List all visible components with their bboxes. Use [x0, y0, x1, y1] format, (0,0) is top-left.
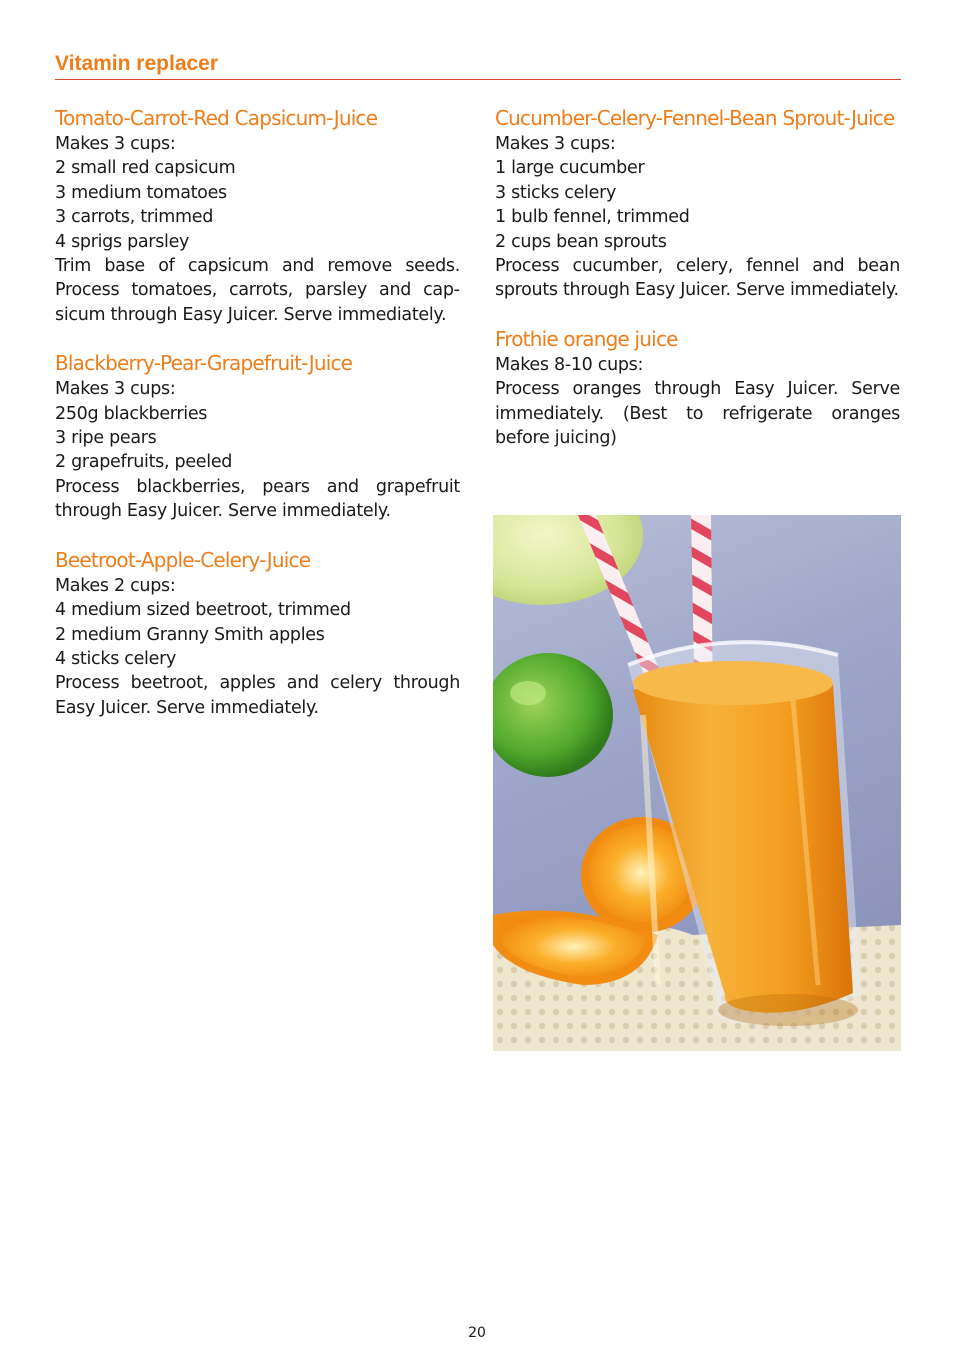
left-column	[55, 104, 460, 742]
recipe-yield: Makes 3 cups:	[55, 379, 176, 400]
recipe-blackberry-pear-grapefruit	[55, 349, 460, 523]
recipe-title: Tomato-Carrot-Red Capsicum-Juice	[55, 106, 378, 130]
ingredient-item: 4 sprigs parsley	[55, 231, 190, 252]
recipe-title: Blackberry-Pear-Grapefruit-Juice	[55, 351, 353, 376]
recipe-beetroot-apple-celery	[55, 546, 460, 720]
recipe-title: Beetroot-Apple-Celery-Juice	[55, 547, 311, 572]
recipe-title: Cucumber-Celery-Fennel-Bean Sprout-Juice	[495, 106, 895, 130]
recipe-title: Frothie orange juice	[495, 326, 678, 351]
ingredient-item: 3 ripe pears	[55, 428, 157, 449]
recipe-method: Process beetroot, apples and celery through Easy Juicer. Serve immediately.	[55, 673, 460, 718]
ingredient-item: 250g blackberries	[55, 403, 208, 424]
ingredient-item: 3 carrots, trimmed	[55, 207, 214, 228]
recipe-method: Process blackberries, pears and grapefruit through Easy Juicer. Serve immediately.	[55, 476, 460, 522]
recipe-yield: Makes 8-10 cups:	[495, 354, 644, 375]
page-title: Vitamin replacer	[55, 52, 219, 75]
recipe-yield: Makes 3 cups:	[495, 134, 616, 154]
recipe-method: Process cucumber, celery, fennel and bean sprouts through Easy Juicer. Serve immediately.	[495, 256, 900, 301]
recipe-yield: Makes 3 cups:	[55, 134, 176, 154]
ingredient-item: 2 grapefruits, peeled	[55, 452, 233, 473]
title-divider	[55, 79, 901, 80]
recipe-tomato-carrot-capsicum	[55, 104, 460, 327]
ingredient-item: 1 large cucumber	[495, 158, 645, 179]
recipe-method: Process oranges through Easy Juicer. Serve immediately. (Best to refrigerate oranges before juicing)	[495, 379, 900, 449]
right-column	[495, 104, 900, 472]
page-number: 20	[468, 1325, 486, 1341]
ingredient-item: 1 bulb fennel, trimmed	[495, 207, 690, 228]
recipe-method: Trim base of capsicum and remove seeds. Process tomatoes, carrots, parsley and capsicum through Easy Juicer. Serve immediately.	[55, 256, 460, 325]
recipe-frothie-orange	[495, 325, 900, 451]
ingredient-item: 2 cups bean sprouts	[495, 231, 667, 252]
ingredient-item: 3 sticks celery	[495, 182, 617, 203]
ingredient-item: 3 medium tomatoes	[55, 182, 227, 203]
recipe-cucumber-celery-fennel	[495, 104, 900, 303]
ingredient-item: 2 small red capsicum	[55, 158, 236, 179]
ingredient-item: 4 medium sized beetroot, trimmed	[55, 600, 351, 621]
orange-juice-photo	[493, 515, 901, 1051]
ingredient-item: 4 sticks celery	[55, 648, 177, 669]
recipe-yield: Makes 2 cups:	[55, 575, 176, 596]
ingredient-item: 2 medium Granny Smith apples	[55, 624, 325, 645]
